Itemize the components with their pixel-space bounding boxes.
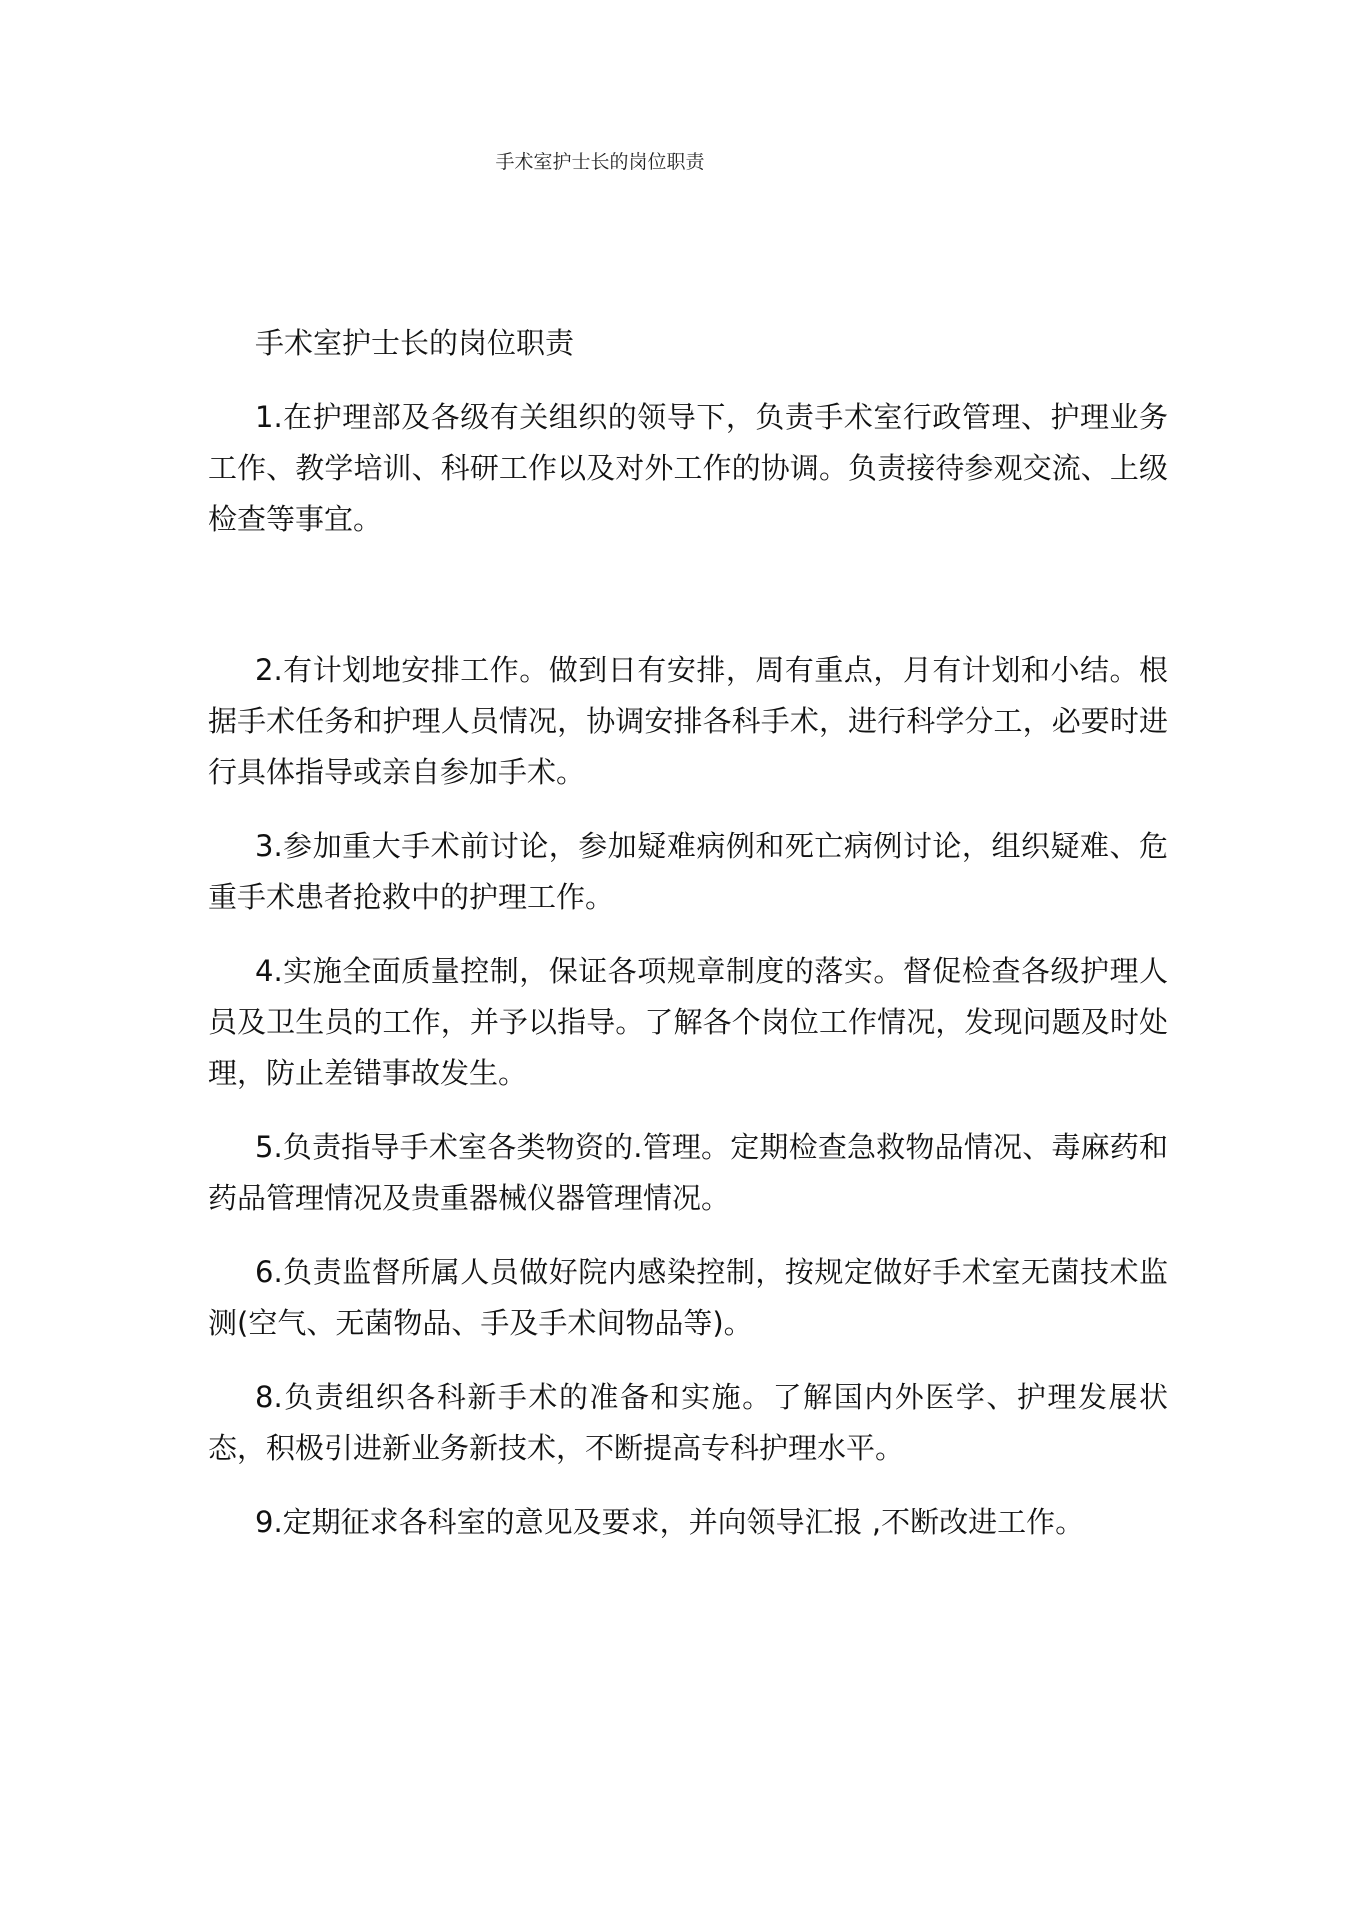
duty-paragraph-5: 5.负责指导手术室各类物资的.管理。定期检查急救物品情况、毒麻药和药品管理情况及贵重器械仪器管理情况。 — [208, 1130, 1168, 1215]
duty-paragraph-9: 9.定期征求各科室的意见及要求，并向领导汇报 ,不断改进工作。 — [255, 1505, 1085, 1539]
duty-paragraph-6: 6.负责监督所属人员做好院内感染控制，按规定做好手术室无菌技术监测(空气、无菌物品、手及手术间物品等)。 — [208, 1255, 1168, 1340]
duty-paragraph-4: 4.实施全面质量控制，保证各项规章制度的落实。督促检查各级护理人员及卫生员的工作，并予以指导。了解各个岗位工作情况，发现问题及时处理，防止差错事故发生。 — [208, 954, 1168, 1090]
document-title: 手术室护士长的岗位职责 — [255, 326, 575, 360]
running-header-title: 手术室护士长的岗位职责 — [495, 151, 705, 173]
document-body — [208, 318, 1168, 1571]
duty-paragraph-2: 2.有计划地安排工作。做到日有安排，周有重点，月有计划和小结。根据手术任务和护理人员情况，协调安排各科手术，进行科学分工，必要时进行具体指导或亲自参加手术。 — [208, 653, 1168, 789]
duty-paragraph-8: 8.负责组织各科新手术的准备和实施。了解国内外医学、护理发展状态，积极引进新业务新技术，不断提高专科护理水平。 — [208, 1380, 1168, 1465]
duty-paragraph-1: 1.在护理部及各级有关组织的领导下，负责手术室行政管理、护理业务工作、教学培训、科研工作以及对外工作的协调。负责接待参观交流、上级检查等事宜。 — [208, 400, 1168, 536]
duty-paragraph-3: 3.参加重大手术前讨论，参加疑难病例和死亡病例讨论，组织疑难、危重手术患者抢救中的护理工作。 — [208, 829, 1168, 914]
